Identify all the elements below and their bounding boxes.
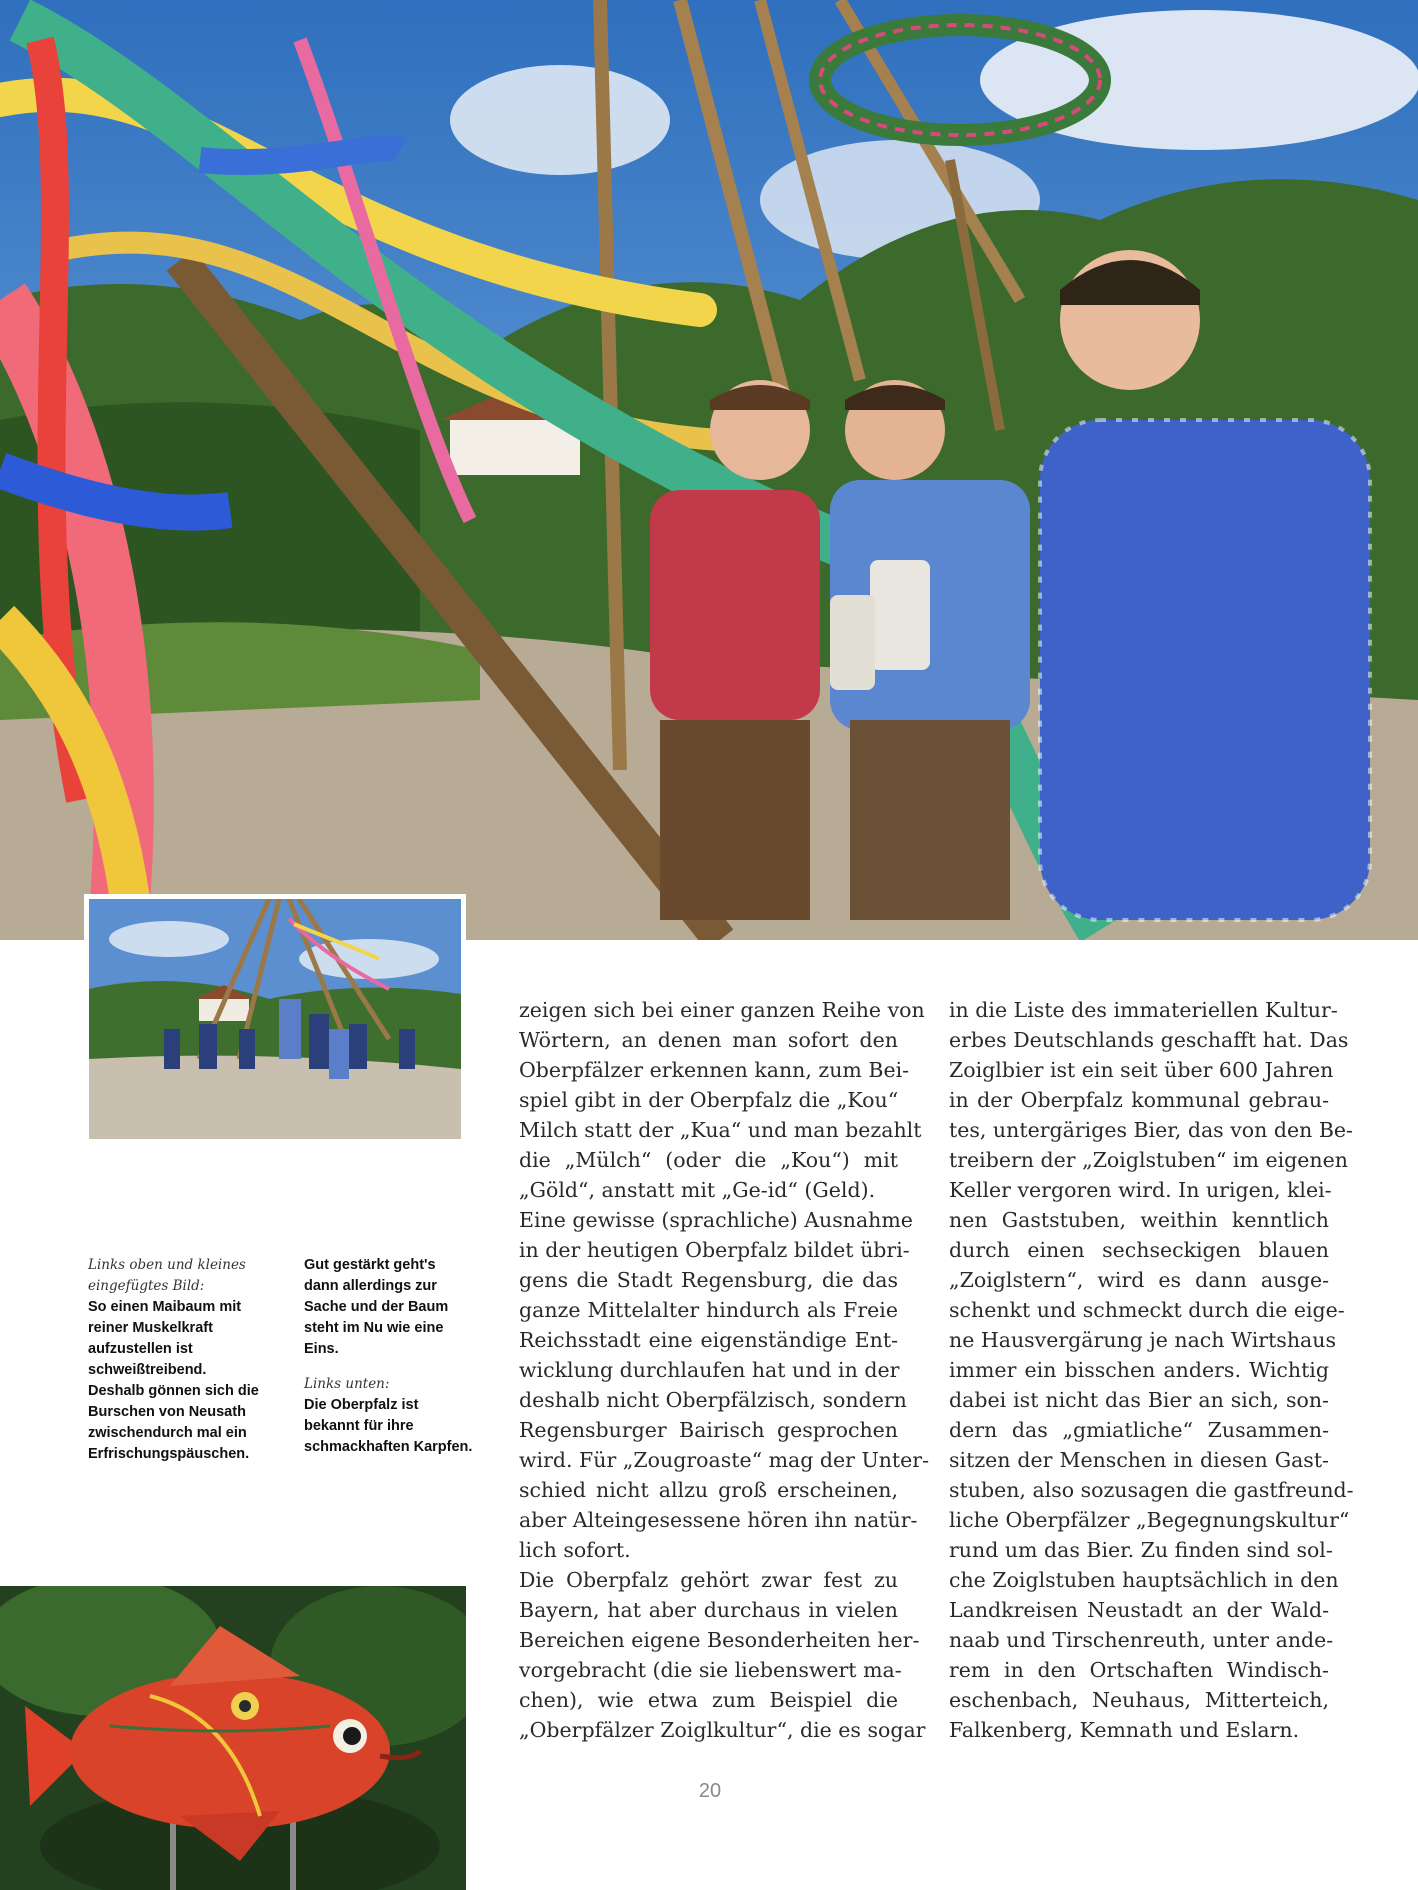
caption-left-text: So einen Maibaum mit reiner Muskelkraft aufzustellen ist schweißtreibend. Deshalb gönnen sich die Burschen von Neusath zwischendurch mal ein Erfrischungspäuschen. [88, 1299, 259, 1462]
caption-left-lead: Links oben und kleines eingefügtes Bild: [88, 1257, 246, 1294]
text-line: Landkreisen Neustadt an der Wald- [949, 1598, 1329, 1622]
text-line: immer ein bisschen anders. Wichtig [949, 1358, 1329, 1382]
fish-photo [0, 1586, 466, 1890]
text-line: in die Liste des immateriellen Kultur- [949, 998, 1338, 1022]
text-line: rund um das Bier. Zu finden sind sol- [949, 1538, 1333, 1562]
text-line: zeigen sich bei einer ganzen Reihe von [519, 998, 925, 1022]
carp-sculpture-photo-icon [0, 1586, 466, 1890]
text-line: Oberpfälzer erkennen kann, zum Bei- [519, 1058, 910, 1082]
text-line: Eine gewisse (sprachliche) Ausnahme [519, 1208, 913, 1232]
text-line: gens die Stadt Regensburg, die das [519, 1268, 898, 1292]
text-line: erbes Deutschlands geschafft hat. Das [949, 1028, 1349, 1052]
body-column-2 [949, 995, 1354, 1745]
text-line: in der heutigen Oberpfalz bildet übri- [519, 1238, 910, 1262]
maypole-photo-icon [0, 0, 1418, 940]
text-line: „Oberpfälzer Zoiglkultur“, die es sogar [519, 1718, 926, 1742]
text-line: Keller vergoren wird. In urigen, klei- [949, 1178, 1332, 1202]
text-line: liche Oberpfälzer „Begegnungskultur“ [949, 1508, 1350, 1532]
hero-photo [0, 0, 1418, 940]
page-number: 20 [698, 1780, 722, 1802]
text-line: dern das „gmiatliche“ Zusammen- [949, 1418, 1329, 1442]
caption-left [88, 1255, 263, 1465]
text-line: „Göld“, anstatt mit „Ge-id“ (Geld). [519, 1178, 876, 1202]
text-line: „Zoiglstern“, wird es dann ausge- [949, 1268, 1329, 1292]
text-line: Regensburger Bairisch gesprochen [519, 1418, 898, 1442]
text-line: dabei ist nicht das Bier an sich, son- [949, 1388, 1329, 1412]
text-line: vorgebracht (die sie liebenswert ma- [519, 1658, 902, 1682]
body-column-1 [519, 995, 930, 1745]
text-line: rem in den Ortschaften Windisch- [949, 1658, 1329, 1682]
text-line: Wörtern, an denen man sofort den [519, 1028, 898, 1052]
text-line: Zoiglbier ist ein seit über 600 Jahren [949, 1058, 1334, 1082]
text-line: durch einen sechseckigen blauen [949, 1238, 1329, 1262]
text-line: treibern der „Zoiglstuben“ im eigenen [949, 1148, 1348, 1172]
text-line: schied nicht allzu groß erscheinen, [519, 1478, 898, 1502]
text-line: Die Oberpfalz gehört zwar fest zu [519, 1568, 898, 1592]
text-line: eschenbach, Neuhaus, Mitterteich, [949, 1688, 1329, 1712]
text-line: deshalb nicht Oberpfälzisch, sondern [519, 1388, 907, 1412]
text-line: schenkt und schmeckt durch die eige- [949, 1298, 1345, 1322]
caption-right [304, 1255, 474, 1458]
text-line: die „Mülch“ (oder die „Kou“) mit [519, 1148, 898, 1172]
text-line: che Zoiglstuben hauptsächlich in den [949, 1568, 1339, 1592]
text-line: sitzen der Menschen in diesen Gast- [949, 1448, 1329, 1472]
text-line: Bayern, hat aber durchaus in vielen [519, 1598, 898, 1622]
text-line: wicklung durchlaufen hat und in der [519, 1358, 900, 1382]
text-line: Milch statt der „Kua“ und man bezahlt [519, 1118, 922, 1142]
inset-photo [84, 894, 466, 1144]
text-line: stuben, also sozusagen die gastfreund- [949, 1478, 1354, 1502]
caption-right-lead: Links unten: [304, 1376, 390, 1392]
text-line: naab und Tirschenreuth, unter ande- [949, 1628, 1334, 1652]
tree-raising-photo-icon [89, 899, 461, 1139]
text-line: Reichsstadt eine eigenständige Ent- [519, 1328, 898, 1352]
text-line: spiel gibt in der Oberpfalz die „Kou“ [519, 1088, 899, 1112]
caption-right-text2: Die Oberpfalz ist bekannt für ihre schmackhaften Karpfen. [304, 1397, 473, 1455]
text-line: wird. Für „Zougroaste“ mag der Unter- [519, 1448, 930, 1472]
text-line: nen Gaststuben, weithin kenntlich [949, 1208, 1329, 1232]
text-line: Bereichen eigene Besonderheiten her- [519, 1628, 920, 1652]
text-line: lich sofort. [519, 1538, 631, 1562]
text-line: tes, untergäriges Bier, das von den Be- [949, 1118, 1353, 1142]
text-line: aber Alteingesessene hören ihn natür- [519, 1508, 918, 1532]
text-line: ganze Mittelalter hindurch als Freie [519, 1298, 898, 1322]
text-line: chen), wie etwa zum Beispiel die [519, 1688, 898, 1712]
text-line: in der Oberpfalz kommunal gebrau- [949, 1088, 1329, 1112]
text-line: Falkenberg, Kemnath und Eslarn. [949, 1718, 1300, 1742]
text-line: ne Hausvergärung je nach Wirtshaus [949, 1328, 1336, 1352]
caption-right-text1: Gut gestärkt geht's dann allerdings zur Sache und der Baum steht im Nu wie eine Eins. [304, 1257, 449, 1357]
